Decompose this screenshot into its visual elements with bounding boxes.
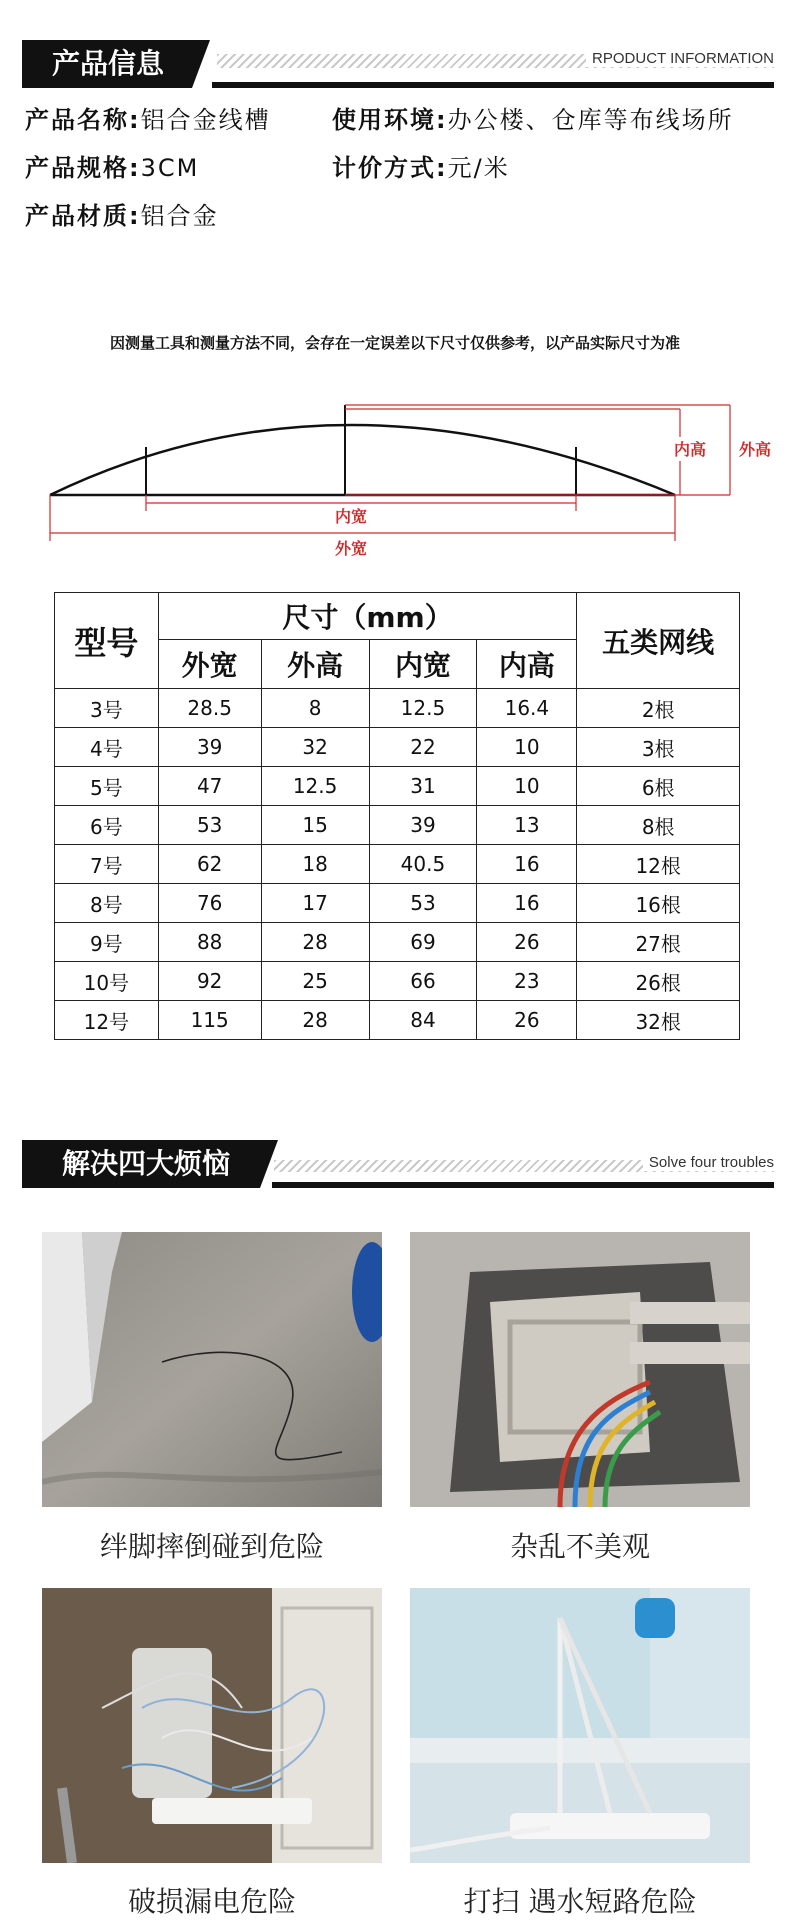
cell-inner-height: 26 [477, 1001, 577, 1040]
spec-table-body [55, 689, 740, 1040]
cell-cable-count: 8根 [577, 806, 740, 845]
cell-outer-height: 15 [261, 806, 369, 845]
table-row [55, 689, 740, 728]
measurement-note: 因测量工具和测量方法不同，会存在一定误差以下尺寸仅供参考，以产品实际尺寸为准 [109, 334, 680, 352]
cell-inner-height: 23 [477, 962, 577, 1001]
cell-outer-width: 47 [158, 767, 261, 806]
cell-cable-count: 32根 [577, 1001, 740, 1040]
table-row [55, 1001, 740, 1040]
cell-outer-width: 76 [158, 884, 261, 923]
col-size-header: 尺寸（mm） [158, 593, 577, 640]
header-rule [272, 1182, 774, 1188]
table-row [55, 845, 740, 884]
photo-messy-wires [410, 1232, 750, 1507]
caption-water-short: 打扫 遇水短路危险 [463, 1885, 697, 1918]
photo-trip-hazard [42, 1232, 382, 1507]
table-row [55, 767, 740, 806]
cell-cable-count: 6根 [577, 767, 740, 806]
cell-inner-width: 66 [369, 962, 477, 1001]
cell-inner-width: 31 [369, 767, 477, 806]
table-row [55, 962, 740, 1001]
cell-model: 8号 [55, 884, 159, 923]
cell-inner-width: 53 [369, 884, 477, 923]
info-material: 产品材质:铝合金 [25, 202, 219, 230]
cell-model: 9号 [55, 923, 159, 962]
cell-model: 12号 [55, 1001, 159, 1040]
photo-water-short [410, 1588, 750, 1863]
cell-outer-width: 28.5 [158, 689, 261, 728]
cell-outer-height: 17 [261, 884, 369, 923]
cell-cable-count: 16根 [577, 884, 740, 923]
cell-outer-height: 18 [261, 845, 369, 884]
outer-width-label: 外宽 [334, 539, 368, 558]
caption-trip-hazard: 绊脚摔倒碰到危险 [99, 1530, 324, 1563]
table-row [55, 884, 740, 923]
dimension-diagram [40, 395, 790, 565]
cell-inner-height: 10 [477, 767, 577, 806]
cell-model: 4号 [55, 728, 159, 767]
cell-inner-height: 26 [477, 923, 577, 962]
cell-model: 5号 [55, 767, 159, 806]
cell-outer-width: 88 [158, 923, 261, 962]
cell-outer-width: 39 [158, 728, 261, 767]
cell-model: 7号 [55, 845, 159, 884]
cell-model: 10号 [55, 962, 159, 1001]
cell-inner-width: 39 [369, 806, 477, 845]
cell-inner-width: 69 [369, 923, 477, 962]
cell-outer-width: 92 [158, 962, 261, 1001]
cell-outer-width: 115 [158, 1001, 261, 1040]
cell-cable-count: 2根 [577, 689, 740, 728]
product-info-title: 产品信息 [22, 40, 192, 88]
inner-height-label: 内高 [673, 440, 707, 459]
cell-inner-width: 22 [369, 728, 477, 767]
cell-inner-height: 10 [477, 728, 577, 767]
info-price: 计价方式:元/米 [332, 154, 510, 182]
cell-outer-height: 25 [261, 962, 369, 1001]
cell-cable-count: 3根 [577, 728, 740, 767]
table-row [55, 923, 740, 962]
sub-header-inner-height: 内高 [477, 640, 577, 689]
cell-inner-height: 13 [477, 806, 577, 845]
cell-model: 6号 [55, 806, 159, 845]
photo-damaged-cables [42, 1588, 382, 1863]
caption-messy: 杂乱不美观 [509, 1530, 650, 1563]
cell-cable-count: 26根 [577, 962, 740, 1001]
cell-outer-width: 62 [158, 845, 261, 884]
cell-outer-height: 28 [261, 923, 369, 962]
product-info-subtitle: RPODUCT INFORMATION [586, 50, 774, 67]
caption-leakage: 破损漏电危险 [127, 1885, 296, 1918]
col-cable-header: 五类网线 [577, 593, 740, 689]
cell-inner-height: 16.4 [477, 689, 577, 728]
trunking-arc [50, 425, 675, 495]
sub-header-inner-width: 内宽 [369, 640, 477, 689]
outer-height-label: 外高 [738, 440, 772, 459]
cell-inner-width: 12.5 [369, 689, 477, 728]
cell-cable-count: 12根 [577, 845, 740, 884]
table-row [55, 806, 740, 845]
cell-outer-width: 53 [158, 806, 261, 845]
cell-outer-height: 32 [261, 728, 369, 767]
sub-header-outer-width: 外宽 [158, 640, 261, 689]
cell-inner-width: 84 [369, 1001, 477, 1040]
cell-inner-height: 16 [477, 884, 577, 923]
cell-model: 3号 [55, 689, 159, 728]
troubles-subtitle: Solve four troubles [643, 1154, 774, 1171]
cell-inner-height: 16 [477, 845, 577, 884]
col-model-header: 型号 [55, 593, 159, 689]
info-product-name: 产品名称:铝合金线槽 [25, 106, 271, 134]
table-row [55, 728, 740, 767]
info-environment: 使用环境:办公楼、仓库等布线场所 [332, 106, 734, 134]
cell-outer-height: 12.5 [261, 767, 369, 806]
sub-header-outer-height: 外高 [261, 640, 369, 689]
product-info-header [22, 40, 774, 88]
info-spec: 产品规格:3CM [25, 154, 200, 182]
cell-outer-height: 28 [261, 1001, 369, 1040]
troubles-header [22, 1140, 774, 1188]
spec-table [54, 592, 740, 1040]
cell-cable-count: 27根 [577, 923, 740, 962]
header-rule [212, 82, 774, 88]
troubles-title: 解决四大烦恼 [22, 1140, 260, 1188]
inner-width-label: 内宽 [334, 507, 368, 526]
cell-inner-width: 40.5 [369, 845, 477, 884]
cell-outer-height: 8 [261, 689, 369, 728]
